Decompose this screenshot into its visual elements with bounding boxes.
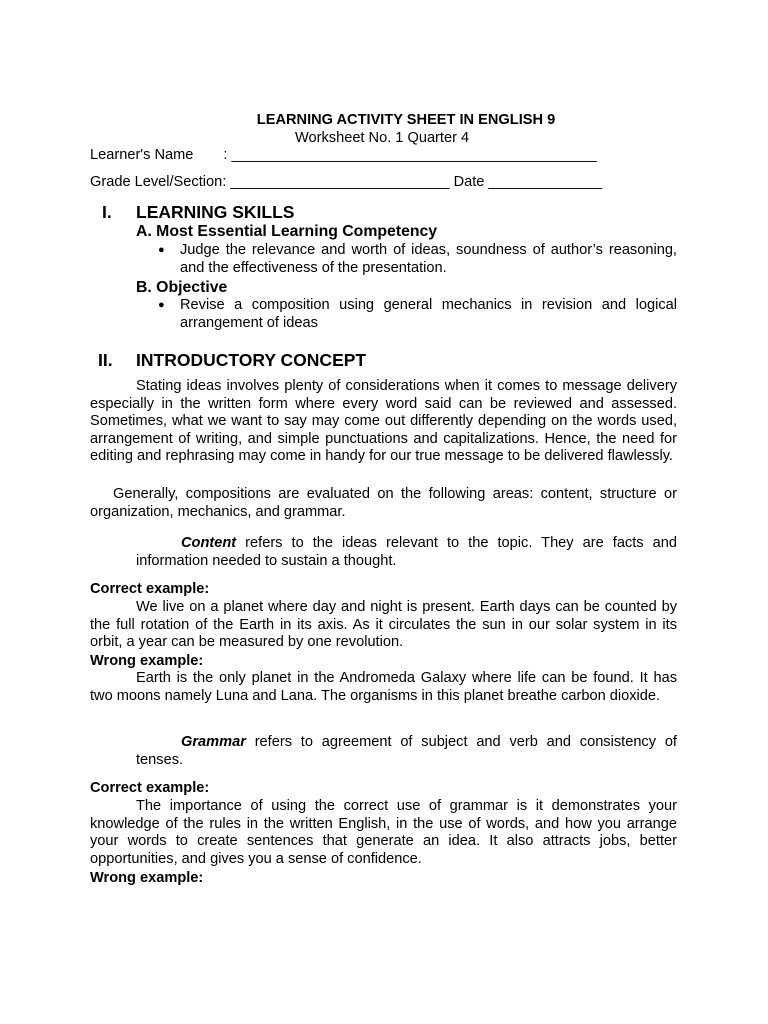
- section-numeral: II.: [98, 350, 113, 370]
- intro-paragraph: Stating ideas involves plenty of considerations when it comes to message delivery especially in the written form where every word said can be reviewed and assessed. Sometimes, what we want to say may come out differently depending on the words used, arrangement of writing, and simple punctuations and capitalizations. Hence, the need for editing and rephrasing may come in handy for our true message to be delivered flawlessly.: [90, 378, 677, 465]
- learner-name-blank[interactable]: _____________________________________________: [231, 147, 597, 163]
- section-heading: LEARNING SKILLS: [136, 202, 295, 222]
- learner-name-row: [90, 147, 597, 165]
- grammar-definition-text: refers to agreement of subject and verb and consistency of tenses.: [136, 734, 677, 768]
- learner-name-colon: :: [223, 147, 228, 163]
- content-definition-text: refers to the ideas relevant to the topic. They are facts and information needed to sustain a thought.: [136, 535, 677, 569]
- bullet-item: [0, 297, 768, 337]
- grade-section-label: Grade Level/Section:: [90, 174, 227, 190]
- grammar-term: Grammar: [181, 734, 246, 750]
- content-definition: [136, 535, 677, 570]
- content-term: Content: [181, 535, 237, 551]
- evaluation-paragraph: Generally, compositions are evaluated on the following areas: content, structure or organization, mechanics, and grammar.: [90, 486, 677, 520]
- learner-name-label: Learner's Name: [90, 147, 194, 163]
- subheading-competency: A. Most Essential Learning Competency: [136, 223, 438, 240]
- grade-section-blank[interactable]: ___________________________: [230, 174, 450, 190]
- subheading-objective: B. Objective: [136, 279, 228, 296]
- section-heading: INTRODUCTORY CONCEPT: [136, 350, 367, 370]
- content-correct-example: We live on a planet where day and night is present. Earth days can be counted by the full rotation of the Earth in its axis. As it circulates the sun in our solar system in its orbit, a year can be measured by one revolution.: [90, 599, 677, 651]
- section-numeral: I.: [102, 202, 112, 222]
- sheet-title: LEARNING ACTIVITY SHEET IN ENGLISH 9: [256, 112, 556, 128]
- bullet-text: Revise a composition using general mechanics in revision and logical arrangement of ideas: [180, 297, 677, 331]
- wrong-example-label: Wrong example:: [90, 653, 204, 669]
- correct-example-label: Correct example:: [90, 780, 210, 796]
- wrong-example-label: Wrong example:: [90, 870, 204, 886]
- bullet-icon: ●: [158, 299, 165, 311]
- date-label: Date: [453, 174, 485, 190]
- content-wrong-example: Earth is the only planet in the Andromeda Galaxy where life can be found. It has two moons namely Luna and Lana. The organisms in this planet breathe carbon dioxide.: [90, 670, 677, 704]
- bullet-icon: ●: [158, 244, 165, 256]
- date-blank[interactable]: ______________: [488, 174, 603, 190]
- bullet-item: [0, 242, 768, 282]
- correct-example-label: Correct example:: [90, 581, 210, 597]
- bullet-text: Judge the relevance and worth of ideas, soundness of author’s reasoning, and the effectiveness of the presentation.: [180, 242, 677, 276]
- grammar-correct-example: The importance of using the correct use of grammar is it demonstrates your knowledge of the rules in the written English, in the use of words, and how you arrange your words to create sentences that generate an idea. It also attracts jobs, better opportunities, and gives you a sense of confidence.: [90, 798, 677, 867]
- grammar-definition: [136, 734, 677, 769]
- worksheet-number: Worksheet No. 1 Quarter 4: [295, 130, 470, 146]
- grade-section-row: [90, 174, 602, 192]
